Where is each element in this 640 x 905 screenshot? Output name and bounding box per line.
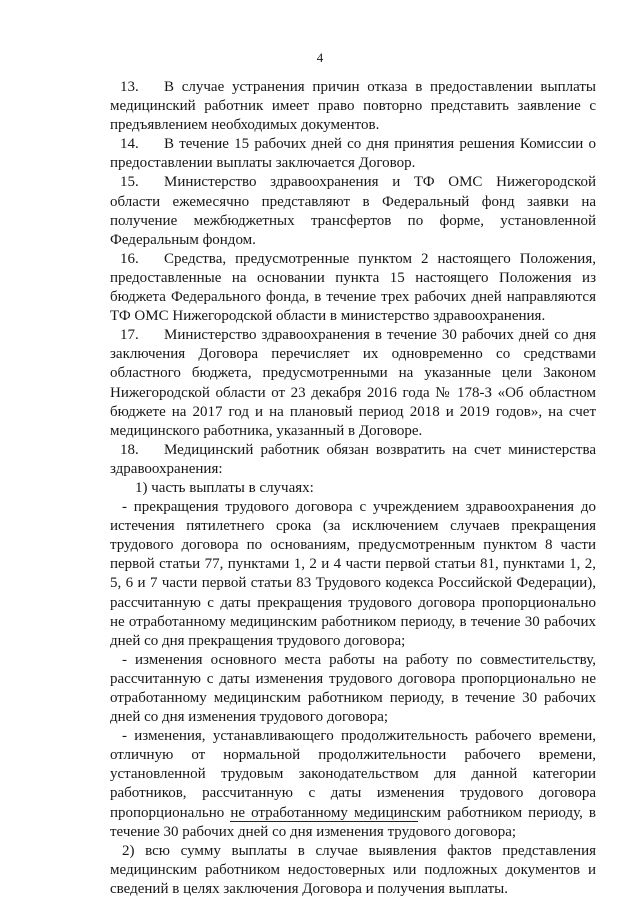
- page-number: 4: [316, 50, 324, 65]
- paragraph-number: 15.: [120, 174, 139, 191]
- paragraph-18: [110, 441, 596, 479]
- paragraph-text: В течение 15 рабочих дней со дня принятия решения Комиссии о предоставлении выплаты заключается Договор.: [110, 136, 596, 172]
- paragraph-text: В случае устранения причин отказа в предоставлении выплаты медицинский работник имеет право повторно представить заявление с предъявлением необходимых документов.: [110, 79, 596, 134]
- subitem-2: 2) всю сумму выплаты в случае выявления фактов представления медицинским работником недостоверных или подложных документов и сведений в целях заключения Договора и получения выплаты.: [110, 842, 596, 897]
- document-body: [110, 78, 596, 899]
- paragraph-13: [110, 78, 596, 135]
- paragraph-text: Министерство здравоохранения и ТФ ОМС Нижегородской области ежемесячно представляют в Федеральный фонд заявки на получение межбюджетных трансфертов по форме, установленной Федеральным фондом.: [110, 174, 596, 248]
- dash-item-part-time: - изменения основного места работы на работу по совместительству, рассчитанную с даты изменения трудового договора пропорционально не отработанному медицинским работником периоду, в течение 30 рабочих дней со дня изменения трудового договора;: [110, 651, 596, 726]
- paragraph-number: 18.: [120, 441, 139, 458]
- paragraph-number: 13.: [120, 79, 139, 95]
- paragraph-number: 16.: [120, 250, 139, 267]
- dash-item-working-hours: - изменения, устанавливающего продолжительность рабочего времени, отличную от нормальной продолжительности рабочего времени, установленной трудовым законодательством для данной категории работников, рассчитанную с даты изменения трудового договора пропорционально не отработанному медицинским работником периоду, в течение 30 рабочих дней со дня изменения трудового договора;: [110, 728, 596, 840]
- dash-item-termination: - прекращения трудового договора с учреждением здравоохранения до истечения пятилетнего срока (за исключением случаев прекращения трудового договора по основаниям, предусмотренным пунктом 8 части первой статьи 77, пунктами 1, 2 и 4 части первой статьи 81, пунктами 1, 2, 5, 6 и 7 части первой статьи 83 Трудового кодекса Российской Федерации), рассчитанную с даты прекращения трудового договора пропорционально не отработанному медицинским работником периоду, в течение 30 рабочих дней со дня прекращения трудового договора;: [110, 499, 596, 649]
- paragraph-text: Средства, предусмотренные пунктом 2 настоящего Положения, предоставленные на основании пункта 15 настоящего Положения из бюджета Федерального фонда, в течение трех рабочих дней направляются ТФ ОМС Нижегородской области в министерство здравоохранения.: [110, 250, 596, 325]
- paragraph-number: 14.: [120, 136, 139, 153]
- paragraph-14: [110, 135, 596, 173]
- subitem-1: 1) часть выплаты в случаях:: [135, 479, 314, 496]
- paragraph-16: [110, 250, 596, 326]
- paragraph-text: Министерство здравоохранения в течение 30 рабочих дней со дня заключения Договора перечисляет их одновременно со средствами областного бюджета, предусмотренными на указанные цели Законом Нижегородской области от 23 декабря 2016 года № 178-З «Об областном бюджете на 2017 год и на плановый период 2018 и 2019 годов», на счет медицинского работника, указанный в Договоре.: [110, 327, 596, 439]
- paragraph-number: 17.: [120, 327, 139, 344]
- paragraph-text: Медицинский работник обязан возвратить на счет министерства здравоохранения:: [110, 441, 596, 477]
- paragraph-15: [110, 173, 596, 249]
- paragraph-17: [110, 326, 596, 441]
- end-divider: [230, 821, 418, 822]
